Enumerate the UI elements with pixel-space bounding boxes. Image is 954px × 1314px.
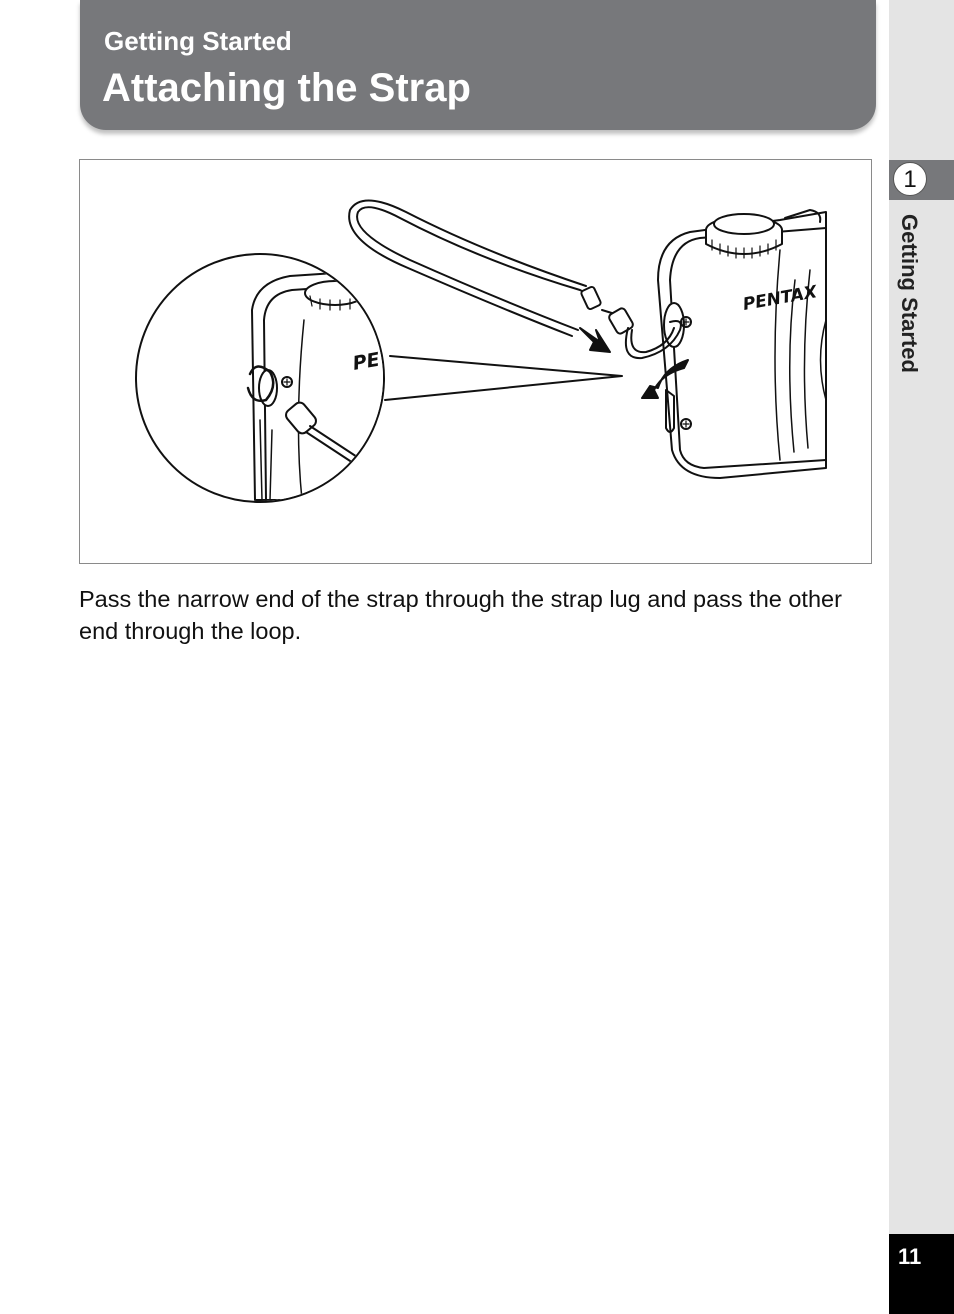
brand-logo-large: PENTAX	[741, 282, 819, 315]
page-title: Attaching the Strap	[102, 66, 471, 110]
detail-callout	[136, 254, 622, 502]
insert-arrow-icon	[580, 328, 610, 352]
strap-loop-drawing	[349, 200, 681, 358]
camera-body-drawing	[658, 210, 826, 478]
chapter-number-badge: 1	[893, 162, 927, 196]
strap-illustration	[79, 159, 872, 564]
chapter-title-vertical: Getting Started	[897, 214, 922, 373]
page-number: 11	[898, 1244, 922, 1269]
instruction-text: Pass the narrow end of the strap through the strap lug and pass the other end through the loop.	[79, 586, 842, 644]
section-label: Getting Started	[104, 26, 292, 56]
strap-illustration-svg	[80, 160, 871, 563]
brand-logo-detail: PE	[351, 348, 382, 375]
